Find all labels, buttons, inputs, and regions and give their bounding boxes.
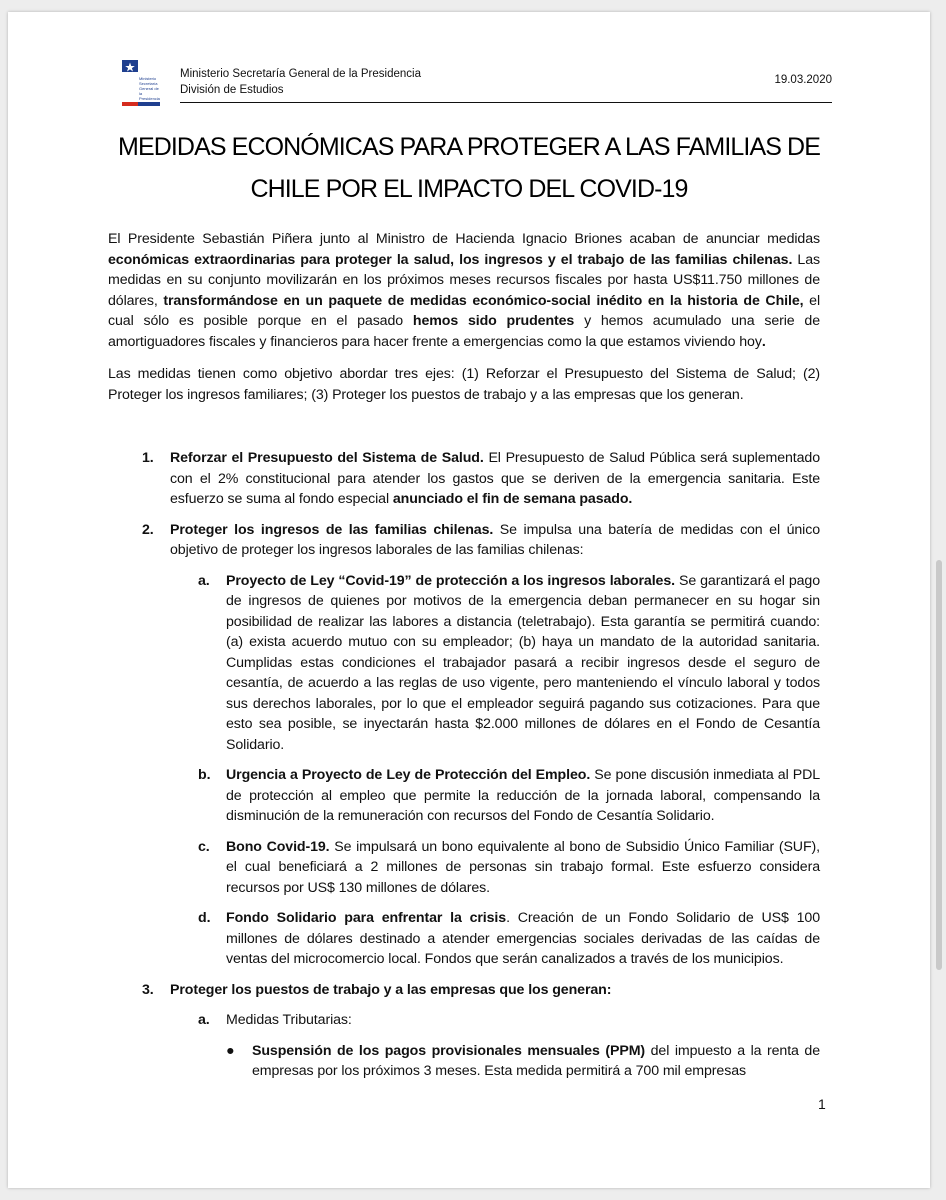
header-divider [180,102,832,103]
header-organization [180,66,421,98]
intro-text-e: el cual sólo es posible porque en el pasado [108,292,821,329]
item-2b-title: Urgencia a Proyecto de Ley de Protección del Empleo. [226,767,591,783]
item-1-text: El Presupuesto de Salud Pública será suplementado con el 2% constitucional para atender los gastos que se deriven de la emergencia sanitaria. Este esfuerzo se suma al fondo especial [170,450,821,507]
logo-caption: Ministerio Secretaría General de la Presidencia [139,76,160,101]
item-3-title: Proteger los puestos de trabajo y a las empresas que los generan: [170,981,612,998]
item-2c-letter: c. [198,838,210,855]
item-3a-letter: a. [198,1012,210,1028]
item-2c-text: Se impulsará un bono equivalente al bono de Subsidio Único Familiar (SUF), el cual beneficiará a 2 millones de personas sin trabajo formal. Este esfuerzo considera recursos por US$ 130 millones de dólares. [226,838,820,896]
item-2b [198,765,821,827]
item-2-number: 2. [142,521,154,538]
intro-bold-d: transformándose en un paquete de medidas económico-social inédito en la historia de Chile, [163,292,804,309]
intro-bold-f: hemos sido prudentes [412,313,575,329]
item-2d [198,908,821,970]
item-1-number: 1. [142,450,154,466]
title-line-2: CHILE POR EL IMPACTO DEL COVID-19 [250,175,688,203]
item-2d-title: Fondo Solidario para enfrentar la crisis [226,910,507,926]
division-name: División de Estudios [180,84,284,96]
bullet-text: del impuesto a la renta de empresas por los próximos 3 meses. Esta medida permitirá a 700 mil empresas [252,1042,820,1079]
intro-bold-h: . [761,333,766,350]
item-2d-letter: d. [198,910,211,926]
item-2c-title: Bono Covid-19. [226,838,330,855]
document-date: 19.03.2020 [774,74,832,86]
item-1-title: Reforzar el Presupuesto del Sistema de Salud. [170,450,484,466]
page-number: 1 [818,1096,826,1112]
item-1-bold: anunciado el fin de semana pasado. [392,491,633,507]
intro-bold-b: económicas extraordinarias para proteger la salud, los ingresos y el trabajo de las familias chilenas. [108,251,793,268]
title-line-1: MEDIDAS ECONÓMICAS PARA PROTEGER A LAS FAMILIAS DE [118,133,820,161]
item-2a-text: Se garantizará el pago de ingresos de quienes por motivos de la emergencia deban permanecer en su hogar sin posibilidad de realizar las labores a distancia (teletrabajo). Esta garantía se permitirá cuando: (a) exista acuerdo mutuo con su empleador; (b) haya un mandato de la autoridad sanitaria. Cumplidas estas condiciones el trabajador pasará a recibir ingresos desde el seguro de cesantía, de acuerdo a las reglas de uso vigente, pero manteniendo el vínculo laboral y todos sus derechos laborales, por lo que el empleador seguirá pagando sus cotizaciones. Para que esto sea posible, se inyectarán hasta $2.000 millones de dólares en el Fondo de Cesantía Solidario. [226,572,821,753]
document-header [122,60,832,112]
intro-text-c: Las medidas en su conjunto movilizarán en los próximos meses recursos fiscales por hasta US$11.750 millones de dólares, [108,251,820,309]
intro-text-g: y hemos acumulado una serie de amortiguadores fiscales y financieros para hacer frente a emergencias como la que estamos viviendo hoy [108,313,821,350]
item-2a [198,571,821,756]
document-title [48,126,890,210]
item-3a-text: Medidas Tributarias: [226,1012,352,1028]
item-2b-text: Se pone discusión inmediata al PDL de protección al empleo que permite la reducción de la jornada laboral, compensando la disminución de la remuneración con recursos del Fondo de Cesantía Solidario. [226,767,821,824]
item-2-text: Se impulsa una batería de medidas con el único objetivo de proteger los ingresos laborales de las familias chilenas: [170,521,820,558]
item-2d-text: . Creación de un Fondo Solidario de US$ 100 millones de dólares destinado a atender emergencias sociales derivadas de las caídas de ventas del microcomercio local. Fondos que serán canalizados a través de los municipios. [226,910,821,967]
item-2 [142,520,820,561]
item-3-number: 3. [142,981,154,998]
intro-paragraph [108,229,820,352]
intro-text-a: El Presidente Sebastián Piñera junto al Ministro de Hacienda Ignacio Briones acaban de anunciar medidas [108,231,820,247]
ministry-name: Ministerio Secretaría General de la Presidencia [180,68,421,80]
document-body [108,229,820,1082]
item-3a [198,1010,820,1031]
item-2a-title: Proyecto de Ley “Covid-19” de protección a los ingresos laborales. [226,572,675,589]
item-2a-letter: a. [198,572,210,589]
bullet-item-ppm [226,1041,820,1082]
item-2c [198,837,820,899]
item-1 [142,448,821,510]
item-3 [142,980,820,1001]
bullet-title: Suspensión de los pagos provisionales mensuales (PPM) [252,1042,646,1059]
scrollbar[interactable] [936,560,942,970]
axes-paragraph: Las medidas tienen como objetivo abordar tres ejes: (1) Reforzar el Presupuesto del Sistema de Salud; (2) Proteger los ingresos familiares; (3) Proteger los puestos de trabajo y a las empresas que los generan. [108,366,820,403]
item-2-title: Proteger los ingresos de las familias chilenas. [170,521,494,538]
item-2b-letter: b. [198,767,211,783]
document-page [8,12,930,1188]
bullet-icon: ● [226,1042,235,1059]
